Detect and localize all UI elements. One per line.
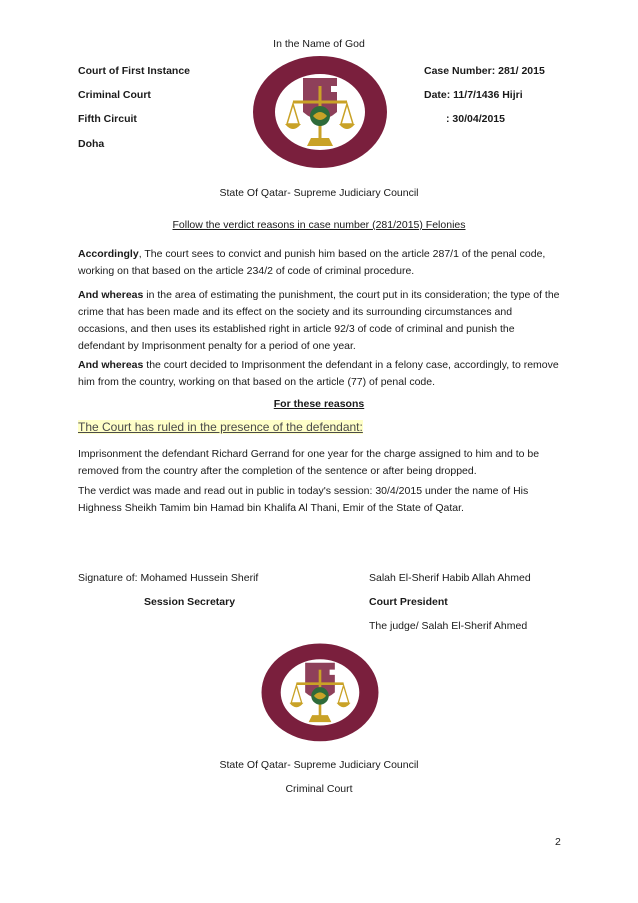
case-number: Case Number: 281/ 2015 <box>424 65 545 77</box>
signature-president-role: Court President <box>369 596 448 608</box>
header-left-1: Court of First Instance <box>78 65 191 77</box>
header-left-2: Criminal Court <box>78 89 151 101</box>
paragraph-whereas-2-lead: And whereas <box>78 359 144 371</box>
supreme-judiciary-logo-footer <box>245 640 395 750</box>
signature-secretary-name: Signature of: Mohamed Hussein Sherif <box>78 572 259 584</box>
page-number: 2 <box>555 836 561 848</box>
header-left-4: Doha <box>78 138 105 150</box>
council-title: State Of Qatar- Supreme Judiciary Council <box>219 187 419 199</box>
reasons-heading: For these reasons <box>273 398 365 410</box>
footer-council: State Of Qatar- Supreme Judiciary Council <box>219 759 419 771</box>
paragraph-whereas-2 <box>78 357 563 391</box>
paragraph-accordingly-lead: Accordingly <box>78 248 139 260</box>
invocation: In the Name of God <box>273 38 365 50</box>
signature-judge: The judge/ Salah El-Sherif Ahmed <box>369 620 528 632</box>
verdict-title: Follow the verdict reasons in case number (281/2015) Felonies <box>172 219 466 231</box>
paragraph-whereas-1-text: in the area of estimating the punishment, the court put in its consideration; the type of the crime that has been made and its effect on the society and its surrounding circumstances and occasions, and then uses its established right in article 92/3 of code of criminal and punish the defendant by Imprisonment penalty for a period of one year. <box>78 289 560 352</box>
signature-president-name: Salah El-Sherif Habib Allah Ahmed <box>369 572 531 584</box>
paragraph-whereas-1-lead: And whereas <box>78 289 144 301</box>
paragraph-whereas-2-text: the court decided to Imprisonment the defendant in a felony case, accordingly, to remove him from the country, working on that based on the article (77) of penal code. <box>78 359 559 388</box>
court-ruled-text: The Court has ruled in the presence of the defendant: <box>78 420 363 434</box>
gregorian-date: : 30/04/2015 <box>446 113 505 125</box>
signature-secretary-role: Session Secretary <box>144 596 236 608</box>
paragraph-accordingly <box>78 246 563 280</box>
paragraph-public-reading: The verdict was made and read out in public in today's session: 30/4/2015 under the name of His Highness Sheikh Tamim bin Hamad bin Khalifa Al Thani, Emir of the State of Qatar. <box>78 485 529 514</box>
court-ruled-heading <box>78 420 363 434</box>
footer-court: Criminal Court <box>285 783 353 795</box>
paragraph-sentence: Imprisonment the defendant Richard Gerrand for one year for the charge assigned to him and to be removed from the country after the completion of the sentence or after being dropped. <box>78 448 540 477</box>
paragraph-whereas-1 <box>78 287 563 355</box>
supreme-judiciary-logo <box>245 52 395 178</box>
hijri-date: Date: 11/7/1436 Hijri <box>424 89 523 101</box>
header-left-3: Fifth Circuit <box>78 113 137 125</box>
paragraph-accordingly-text: , The court sees to convict and punish him based on the article 287/1 of the penal code, working on that based on the article 234/2 of code of criminal procedure. <box>78 248 546 277</box>
